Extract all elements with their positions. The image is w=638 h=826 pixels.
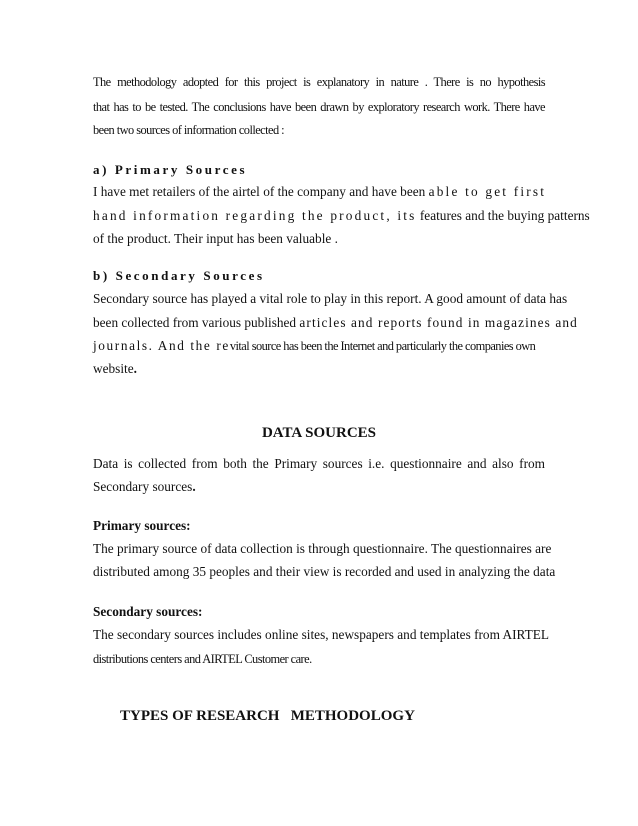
secondary-line-3-b: vital source has been the Internet and particularly the companies own — [229, 339, 536, 353]
data-sources-line-2-period: . — [192, 479, 196, 494]
intro-line-3: been two sources of information collected : — [93, 123, 285, 137]
secondary-line-2-b: articles and reports found in magazines and — [299, 315, 578, 330]
secondary-line-4 — [93, 360, 545, 378]
secondary-line-1: Secondary source has played a vital role to play in this report. A good amount of data has — [93, 291, 568, 306]
primary-sources-line-2: distributed among 35 peoples and their view is recorded and used in analyzing the data — [93, 564, 556, 579]
intro-line-1: The methodology adopted for this project is explanatory in nature . There is no hypothesis — [93, 75, 545, 89]
primary-line-3: of the product. Their input has been valuable . — [93, 231, 338, 246]
primary-line-2-a: hand information regarding the product, its — [93, 208, 417, 223]
secondary-line-3-a: journals. And the re — [93, 338, 230, 353]
intro-line-2: that has to be tested. The conclusions have been drawn by exploratory research work. There have — [93, 100, 545, 114]
primary-line-1-a: I have met retailers of the airtel of the company and have been — [93, 184, 429, 199]
secondary-line-2 — [93, 314, 578, 332]
primary-line-2 — [93, 207, 590, 225]
types-of-research-methodology-title: TYPES OF RESEARCH METHODOLOGY — [120, 708, 415, 724]
secondary-line-3 — [93, 337, 545, 355]
secondary-sources-line-2: distributions centers and AIRTEL Customer care. — [93, 652, 312, 666]
secondary-line-2-a: been collected from various published — [93, 315, 300, 330]
primary-line-2-b: features and the buying patterns — [416, 208, 590, 223]
data-sources-line-1: Data is collected from both the Primary sources i.e. questionnaire and also from — [93, 456, 545, 471]
primary-line-1 — [93, 183, 545, 201]
data-sources-line-2 — [93, 478, 545, 496]
secondary-line-4-text: website — [93, 361, 134, 376]
data-sources-line-2-text: Secondary sources — [93, 479, 193, 494]
primary-line-1-b: able to get first — [428, 184, 547, 199]
primary-sources-line-1: The primary source of data collection is through questionnaire. The questionnaires are — [93, 541, 552, 556]
secondary-sources-subheading: Secondary sources: — [93, 604, 203, 619]
primary-sources-subheading: Primary sources: — [93, 518, 191, 533]
primary-sources-heading: a) Primary Sources — [93, 162, 248, 177]
data-sources-title: DATA SOURCES — [261, 425, 377, 441]
secondary-line-4-period: . — [133, 361, 137, 376]
secondary-sources-line-1: The secondary sources includes online sites, newspapers and templates from AIRTEL — [93, 627, 549, 642]
secondary-sources-heading: b) Secondary Sources — [93, 268, 265, 283]
